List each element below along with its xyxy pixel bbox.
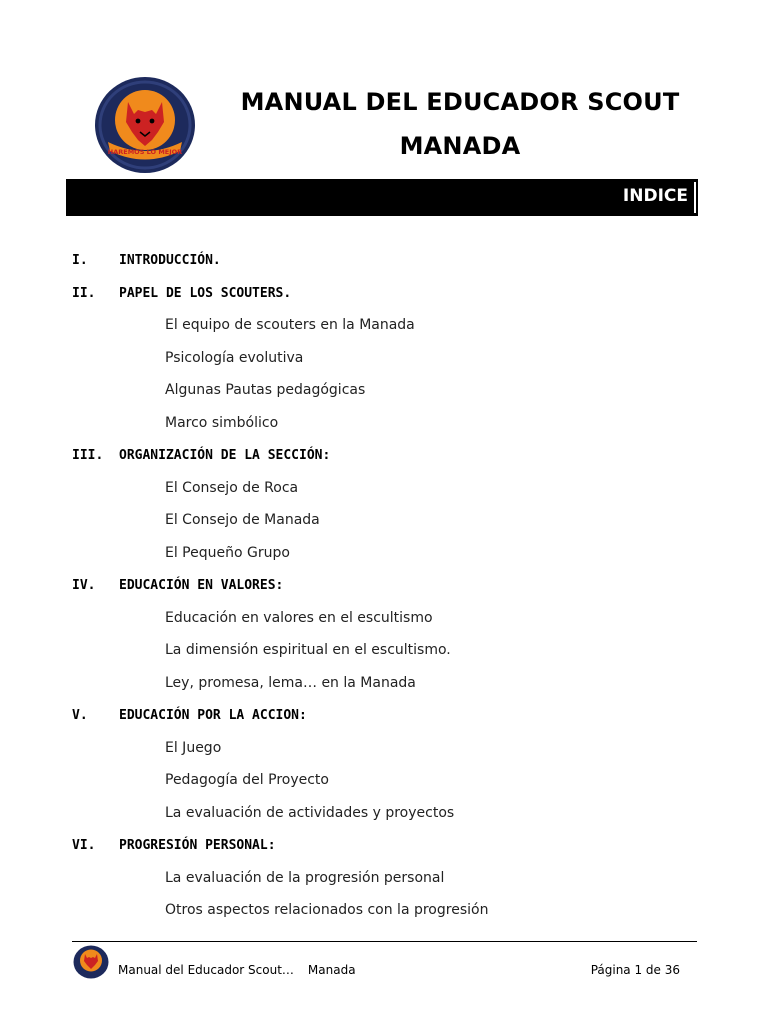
band-edge-line: [694, 182, 696, 213]
toc-subitem: El Consejo de Manada: [165, 512, 320, 528]
toc-subitem: El Consejo de Roca: [165, 479, 299, 496]
toc-section-number: V.: [72, 708, 88, 723]
toc-section-number: VI.: [72, 838, 96, 853]
toc-section-number: III.: [72, 448, 104, 463]
toc-subitem: Otros aspectos relacionados con la progresión: [165, 902, 489, 918]
toc-section-title: EDUCACIÓN EN VALORES:: [119, 578, 284, 593]
toc-subitem: La evaluación de actividades y proyectos: [165, 804, 455, 821]
toc-subitem: Algunas Pautas pedagógicas: [165, 382, 366, 398]
page-number: Página 1 de 36: [590, 963, 680, 977]
toc-subitem: La evaluación de la progresión personal: [165, 869, 445, 886]
toc-section-number: II.: [72, 285, 96, 301]
toc-subitem: Ley, promesa, lema… en la Manada: [165, 674, 416, 691]
toc-subitem: Pedagogía del Proyecto: [165, 772, 329, 788]
logo-motto: HAREMOS LO MEJOR: [107, 148, 183, 156]
toc-subitem: Educación en valores en el escultismo: [165, 609, 433, 626]
section-band: [66, 179, 698, 216]
toc-section-title: PAPEL DE LOS SCOUTERS.: [119, 285, 292, 301]
toc-subitem: Psicología evolutiva: [165, 349, 304, 366]
footer-divider: [72, 941, 697, 942]
toc-subitem: Marco simbólico: [165, 414, 279, 431]
toc-section-title: ORGANIZACIÓN DE LA SECCIÓN:: [119, 448, 331, 463]
toc-subitem: El Pequeño Grupo: [165, 544, 290, 561]
toc-section-number: IV.: [72, 578, 96, 593]
toc-section-title: PROGRESIÓN PERSONAL:: [119, 838, 276, 853]
toc-subitem: El Juego: [165, 739, 222, 756]
footer-document-info: [118, 963, 356, 977]
toc-section-title: INTRODUCCIÓN.: [119, 253, 221, 268]
toc-section-number: I.: [72, 253, 88, 268]
index-heading: INDICE: [622, 186, 688, 206]
document-title: MANUAL DEL EDUCADOR SCOUT: [240, 88, 680, 116]
toc-section-title: EDUCACIÓN POR LA ACCION:: [119, 708, 307, 723]
footer-doc-title: Manual del Educador Scout…: [118, 963, 294, 977]
toc-subitem: El equipo de scouters en la Manada: [165, 317, 415, 333]
footer-section: Manada: [307, 963, 356, 977]
document-subtitle: MANADA: [399, 132, 521, 160]
toc-subitem: La dimensión espiritual en el escultismo.: [165, 642, 451, 658]
footer-wolf-emblem-icon: [73, 945, 109, 979]
wolf-emblem-icon: [94, 76, 196, 174]
